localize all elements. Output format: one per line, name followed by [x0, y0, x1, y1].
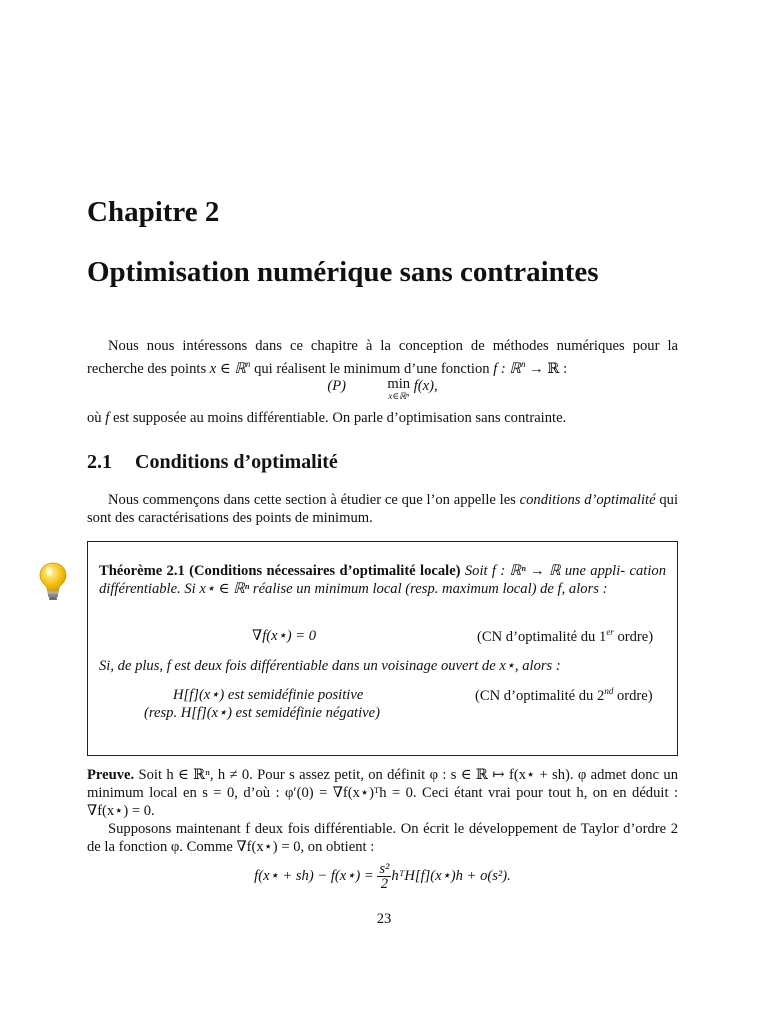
theorem-eq-2a: H[f](x⋆) est semidéfinie positive	[173, 687, 364, 703]
theorem-eq-1: ∇f(x⋆) = 0	[252, 628, 317, 644]
proof-paragraph: Preuve. Soit h ∈ ℝⁿ, h ≠ 0. Pour s assez petit, on définit φ : s ∈ ℝ ↦ f(x⋆ + sh). φ admet donc un minimum local en s = 0, d’où : φ′(0) = ∇f(x⋆)ᵀh = 0. Ceci étant vrai pour tout h, on en déduit : ∇f(x⋆) = 0.	[87, 767, 678, 819]
proof-paragraph-2: Supposons maintenant f deux fois différentiable. On écrit le développement de Taylor d’ordre 2 de la fonction φ. Comme ∇f(x⋆) = 0, on obtient :	[87, 821, 678, 855]
theorem-heading: Théorème 2.1 (Conditions nécessaires d’optimalité locale)	[99, 563, 461, 579]
min-operator: min x∈ℝⁿ	[387, 376, 411, 401]
lightbulb-icon	[38, 561, 68, 603]
fraction: $\frac{\text{s²}}{2}$	[379, 861, 390, 892]
proof-label: Preuve.	[87, 767, 135, 783]
chapter-title: Optimisation numérique sans contraintes	[87, 256, 599, 288]
theorem-line-4: Si, de plus, f est deux fois différentiable dans un voisinage ouvert de x⋆, alors :	[99, 658, 561, 674]
theorem-box	[87, 541, 678, 756]
problem-equation	[87, 378, 678, 402]
intro-paragraph	[87, 337, 678, 378]
section-paragraph: Nous commençons dans cette section à étudier ce que l’on appelle les conditions d’optimalité qui sont des caractérisations des points de minimum.	[87, 492, 678, 526]
equation-body: f(x),	[413, 378, 438, 394]
section-number: 2.1	[87, 451, 112, 473]
page-number: 23	[376, 911, 392, 927]
theorem-eq-2-note: (CN d’optimalité du 2nd ordre)	[475, 686, 653, 704]
section-heading	[87, 451, 338, 474]
equation-label: (P)	[327, 378, 347, 394]
taylor-equation: f(x⋆ + sh) − f(x⋆) = $\frac{\text{s²}}{2}$ hᵀH[f](x⋆)h + o(s²).	[254, 861, 511, 892]
theorem-eq-1-note: (CN d’optimalité du 1er ordre)	[477, 627, 654, 645]
intro-line-1: Nous nous intéressons dans ce chapitre à la conception de méthodes numériques pour la	[108, 338, 678, 354]
section-title: Conditions d’optimalité	[135, 451, 338, 473]
theorem-statement: Théorème 2.1 (Conditions nécessaires d’optimalité locale) Soit f : ℝⁿ → ℝ une appli- cation différentiable. Si x⋆ ∈ ℝⁿ réalise un minimum local (resp. maximum local) de f, alors :	[99, 563, 666, 597]
chapter-label: Chapitre 2	[87, 196, 220, 228]
theorem-eq-2b: (resp. H[f](x⋆) est semidéfinie négative)	[144, 705, 380, 721]
intro-line-2: recherche des points x ∈ ℝ$^n$ qui réalisent le minimum d’une fonction f : ℝ$^n$ → ℝ :	[87, 359, 568, 377]
intro-after: où f est supposée au moins différentiable. On parle d’optimisation sans contrainte.	[87, 410, 567, 426]
